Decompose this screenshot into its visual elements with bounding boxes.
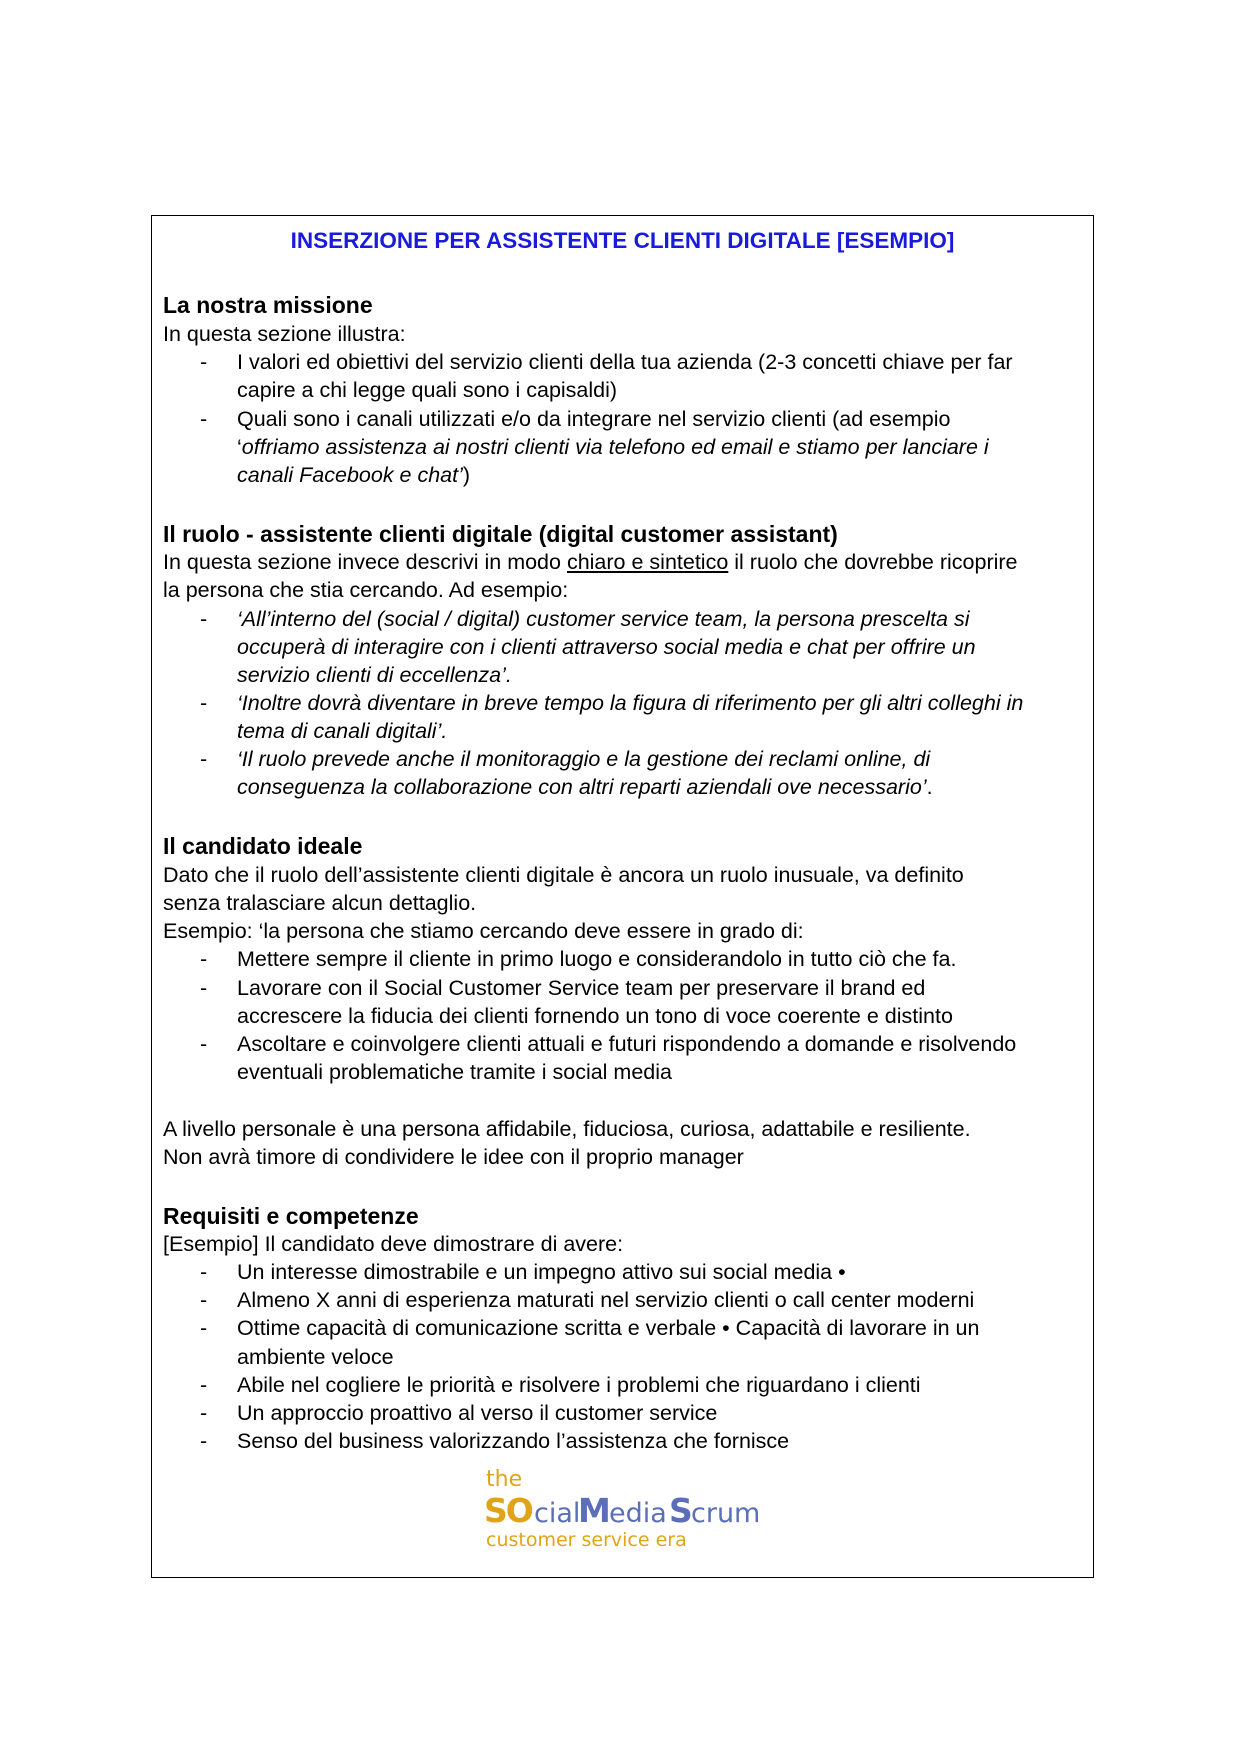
mission-bullet-1-line-1: I valori ed obiettivi del servizio clienti della tua azienda (2-3 concetti chiave per far (237, 350, 1013, 374)
requirements-bullet-1: Un interesse dimostrabile e un impegno attivo sui social media • (237, 1260, 846, 1284)
bullet-marker: - (200, 1260, 208, 1284)
candidate-paragraph-3: Esempio: ‘la persona che stiamo cercando deve essere in grado di: (163, 919, 804, 943)
italic-text: canali Facebook e chat’ (237, 463, 463, 487)
role-paragraph-line-1 (163, 548, 1018, 576)
candidate-paragraph-5: Non avrà timore di condividere le idee con il proprio manager (163, 1145, 744, 1169)
italic-text: tema di canali digitali’. (237, 719, 448, 743)
bullet-marker: - (200, 407, 208, 431)
requirements-bullet-6: Senso del business valorizzando l’assistenza che fornisce (237, 1429, 790, 1453)
requirements-bullet-4: Abile nel cogliere le priorità e risolvere i problemi che riguardano i clienti (237, 1373, 921, 1397)
candidate-paragraph-4: A livello personale è una persona affidabile, fiduciosa, curiosa, adattabile e resiliente. (163, 1117, 971, 1141)
logo-edia: edia (609, 1498, 667, 1529)
section-heading-mission: La nostra missione (163, 292, 373, 318)
bullet-marker: - (200, 1429, 208, 1453)
requirements-bullet-3-line-1: Ottime capacità di comunicazione scritta e verbale • Capacità di lavorare in un (237, 1316, 980, 1340)
italic-text: ‘Il ruolo prevede anche il monitoraggio e la gestione dei reclami online, di (237, 747, 931, 771)
candidate-bullet-3-line-1: Ascoltare e coinvolgere clienti attuali e futuri rispondendo a domande e risolvendo (237, 1032, 1017, 1056)
bullet-marker: - (200, 1401, 208, 1425)
mission-bullet-2-line-2 (237, 433, 989, 461)
mission-intro: In questa sezione illustra: (163, 322, 406, 346)
section-heading-requirements: Requisiti e competenze (163, 1203, 419, 1229)
candidate-paragraph-1: Dato che il ruolo dell’assistente clienti digitale è ancora un ruolo inusuale, va definito (163, 863, 964, 887)
underlined-text: chiaro e sintetico (566, 550, 729, 574)
role-bullet-1-line-2 (237, 633, 976, 661)
open-quote: ‘ (237, 435, 242, 459)
role-p1-post: il ruolo che dovrebbe ricoprire (728, 550, 1018, 574)
requirements-intro: [Esempio] Il candidato deve dimostrare di avere: (163, 1232, 624, 1256)
requirements-bullet-5: Un approccio proattivo al verso il customer service (237, 1401, 718, 1425)
bullet-marker: - (200, 747, 208, 771)
logo-cial: cial (534, 1498, 581, 1529)
mission-bullet-1-line-2: capire a chi legge quali sono i capisaldi) (237, 378, 618, 402)
bullet-marker: - (200, 350, 208, 374)
document-title: INSERZIONE PER ASSISTENTE CLIENTI DIGITALE [ESEMPIO] (290, 228, 955, 253)
italic-text: conseguenza la collaborazione con altri reparti aziendali ove necessario’ (237, 775, 927, 799)
bullet-marker: - (200, 1316, 208, 1340)
role-bullet-1-line-1 (237, 605, 970, 633)
bullet-marker: - (200, 947, 208, 971)
social-media-scrum-logo (480, 1462, 770, 1557)
candidate-paragraph-2: senza tralasciare alcun dettaglio. (163, 891, 477, 915)
candidate-bullet-2-line-2: accrescere la fiducia dei clienti fornendo un tono di voce coerente e distinto (237, 1004, 953, 1028)
bullet-marker: - (200, 1288, 208, 1312)
italic-text: offriamo assistenza ai nostri clienti via telefono ed email e stiamo per lanciare i (241, 435, 989, 459)
bullet-marker: - (200, 1373, 208, 1397)
bullet-marker: - (200, 691, 208, 715)
italic-text: ‘All’interno del (social / digital) customer service team, la persona prescelta si (237, 607, 970, 631)
role-bullet-2-line-2 (237, 717, 447, 745)
role-bullet-3-line-2 (237, 773, 933, 801)
logo-crum: crum (691, 1498, 761, 1529)
italic-text: servizio clienti di eccellenza’. (237, 663, 512, 687)
section-heading-role: Il ruolo - assistente clienti digitale (digital customer assistant) (163, 521, 838, 547)
logo-so: SO (484, 1491, 532, 1530)
close-paren: ) (462, 463, 471, 487)
role-bullet-2-line-1 (237, 689, 1023, 717)
role-paragraph-line-2: la persona che stia cercando. Ad esempio: (163, 578, 569, 602)
bullet-marker: - (200, 1032, 208, 1056)
mission-bullet-2-line-3 (237, 461, 470, 489)
logo-s: S (669, 1491, 693, 1530)
requirements-bullet-2: Almeno X anni di esperienza maturati nel servizio clienti o call center moderni (237, 1288, 975, 1312)
section-heading-candidate: Il candidato ideale (163, 833, 363, 859)
role-p1-pre: In questa sezione invece descrivi in modo (163, 550, 567, 574)
italic-text: occuperà di interagire con i clienti attraverso social media e chat per offrire un (237, 635, 976, 659)
mission-bullet-2-line-1: Quali sono i canali utilizzati e/o da integrare nel servizio clienti (ad esempio (237, 407, 951, 431)
requirements-bullet-3-line-2: ambiente veloce (237, 1345, 394, 1369)
logo-the: the (486, 1467, 523, 1492)
candidate-bullet-2-line-1: Lavorare con il Social Customer Service team per preservare il brand ed (237, 976, 926, 1000)
role-bullet-1-line-3 (237, 661, 512, 689)
candidate-bullet-3-line-2: eventuali problematiche tramite i social media (237, 1060, 672, 1084)
logo-tagline: customer service era (486, 1529, 687, 1551)
italic-text: ‘Inoltre dovrà diventare in breve tempo la figura di riferimento per gli altri colleghi in (237, 691, 1024, 715)
bullet-marker: - (200, 607, 208, 631)
role-bullet-3-line-1 (237, 745, 930, 773)
period: . (926, 775, 933, 799)
bullet-marker: - (200, 976, 208, 1000)
candidate-bullet-1: Mettere sempre il cliente in primo luogo e considerandolo in tutto ciò che fa. (237, 947, 957, 971)
logo-m: M (578, 1491, 611, 1530)
